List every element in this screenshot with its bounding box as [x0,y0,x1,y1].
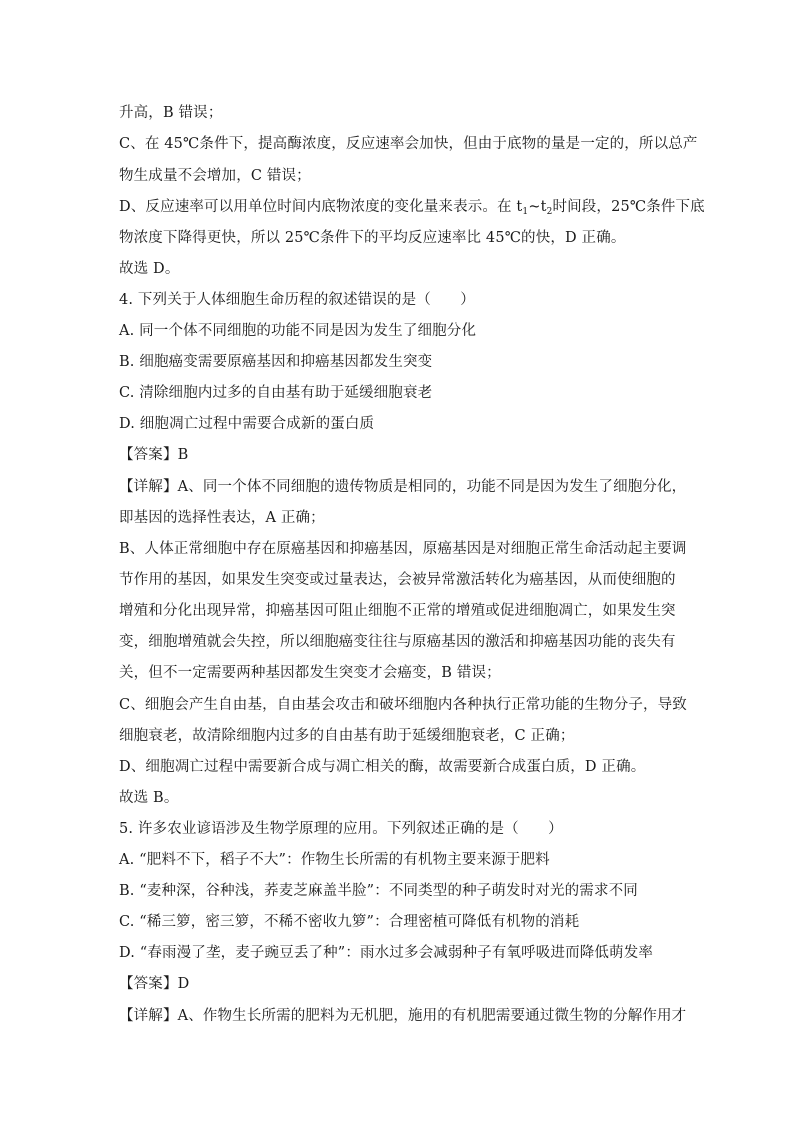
question-4-answer: 【答案】B [119,447,189,463]
text-line-4-mid: ~t [528,199,547,215]
text-line-6: 故选 D。 [119,261,180,277]
question-5-option-d: D. “春雨漫了垄，麦子豌豆丢了种”：雨水过多会减弱种子有氧呼吸进而降低萌发率 [119,945,653,961]
text-line-20: C、细胞会产生自由基，自由基会攻击和破坏细胞内各种执行正常功能的生物分子，导致 [119,697,687,713]
question-5-answer: 【答案】D [119,976,190,992]
text-line-14: 即基因的选择性表达，A 正确； [119,510,325,526]
question-5-option-b: B. “麦种深，谷种浅，荞麦芝麻盖半脸”：不同类型的种子萌发时对光的需求不同 [119,883,638,899]
text-line-4-tail: 时间段，25℃条件下底 [552,199,705,215]
text-line-30: 【详解】A、作物生长所需的肥料为无机肥，施用的有机肥需要通过微生物的分解作用才 [119,1008,687,1024]
text-line-15: B、人体正常细胞中存在原癌基因和抑癌基因，原癌基因是对细胞正常生命活动起主要调 [119,541,687,557]
question-4-option-c: C. 清除细胞内过多的自由基有助于延缓细胞衰老 [119,385,433,401]
t2-subscript: 2 [546,207,553,217]
text-line-1: 升高，B 错误； [119,105,223,121]
question-4-option-a: A. 同一个体不同细胞的功能不同是因为发生了细胞分化 [119,323,477,339]
text-line-23: 故选 B。 [119,790,179,806]
text-line-13: 【详解】A、同一个体不同细胞的遗传物质是相同的，功能不同是因为发生了细胞分化， [119,479,687,495]
text-line-4 [119,197,705,222]
text-line-21: 细胞衰老，故清除细胞内过多的自由基有助于延缓细胞衰老，C 正确； [119,728,575,744]
question-4-stem: 4. 下列关于人体细胞生命历程的叙述错误的是（ ） [119,292,475,308]
text-line-2: C、在 45℃条件下，提高酶浓度，反应速率会加快，但由于底物的量是一定的，所以总产 [119,136,698,152]
question-4-option-d: D. 细胞凋亡过程中需要合成新的蛋白质 [119,416,375,432]
question-5-stem: 5. 许多农业谚语涉及生物学原理的应用。下列叙述正确的是（ ） [119,821,563,837]
text-line-17: 增殖和分化出现异常，抑癌基因可阻止细胞不正常的增殖或促进细胞凋亡，如果发生突 [119,603,676,619]
text-line-22: D、细胞凋亡过程中需要新合成与凋亡相关的酶，故需要新合成蛋白质，D 正确。 [119,759,646,775]
question-5-option-c: C. “稀三箩，密三箩，不稀不密收九箩”：合理密植可降低有机物的消耗 [119,914,580,930]
text-line-4-head: D、反应速率可以用单位时间内底物浓度的变化量来表示。在 t [119,199,523,215]
question-5-option-a: A. “肥料不下，稻子不大”：作物生长所需的有机物主要来源于肥料 [119,852,550,868]
text-line-19: 关，但不一定需要两种基因都发生突变才会癌变，B 错误； [119,665,501,681]
text-line-16: 节作用的基因，如果发生突变或过量表达，会被异常激活转化为癌基因，从而使细胞的 [119,572,676,588]
text-line-5: 物浓度下降得更快，所以 25℃条件下的平均反应速率比 45℃的快，D 正确。 [119,230,626,246]
text-line-3: 物生成量不会增加，C 错误； [119,168,311,184]
question-4-option-b: B. 细胞癌变需要原癌基因和抑癌基因都发生突变 [119,354,433,370]
text-line-18: 变，细胞增殖就会失控，所以细胞癌变往往与原癌基因的激活和抑癌基因功能的丧失有 [119,634,676,650]
t1-subscript: 1 [522,207,529,217]
